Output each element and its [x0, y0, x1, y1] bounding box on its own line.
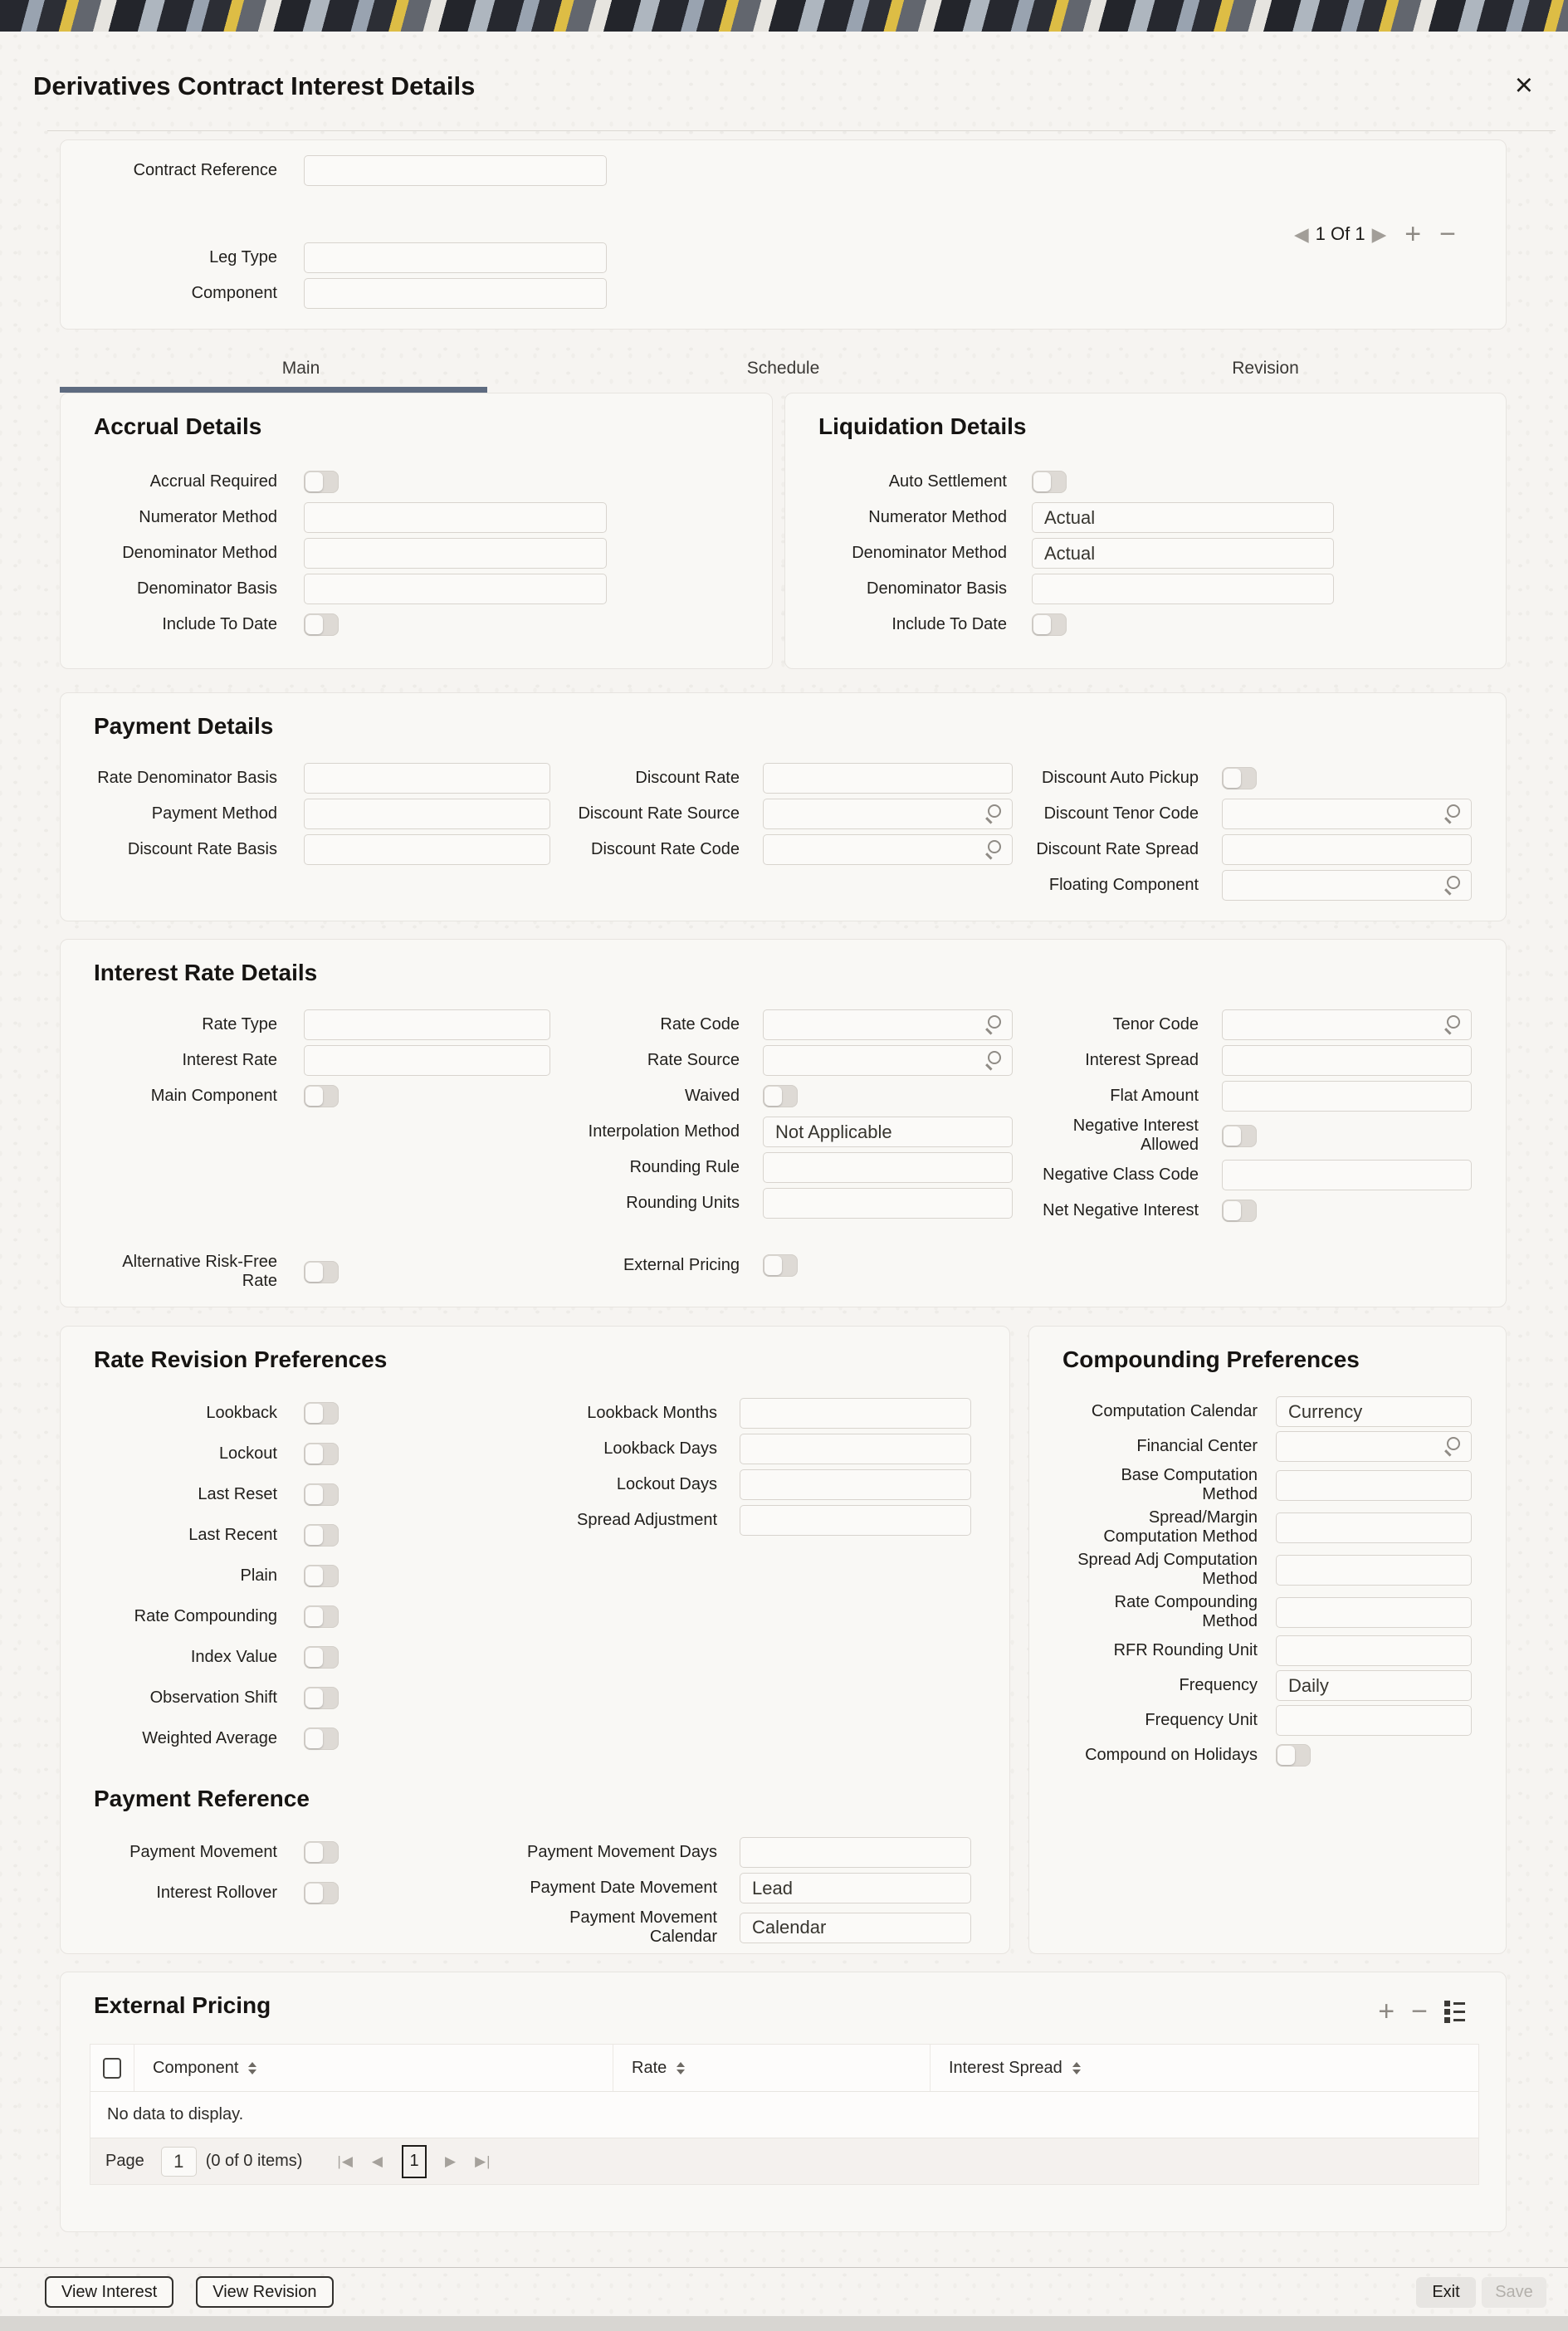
- auto-settlement-toggle[interactable]: [1032, 471, 1067, 493]
- last-reset-field: [94, 1479, 525, 1510]
- rounding-rule-label: Rounding Rule: [629, 1158, 740, 1176]
- tenor-code-input[interactable]: [1222, 1009, 1472, 1040]
- computation-calendar-field: [1062, 1396, 1506, 1427]
- component-label: Component: [191, 284, 277, 302]
- leg-type-label: Leg Type: [209, 248, 277, 266]
- lookback-days-field: [525, 1434, 974, 1464]
- auto-settlement-label: Auto Settlement: [888, 472, 1007, 491]
- numerator-method-field: [94, 502, 772, 533]
- main-component-label: Main Component: [150, 1087, 277, 1105]
- external-pricing-toggle[interactable]: [763, 1254, 798, 1277]
- discount-rate-input[interactable]: [763, 763, 1013, 794]
- table-header-row: [90, 2045, 1478, 2092]
- rate-compounding-method-field: [1062, 1593, 1506, 1631]
- denominator-basis-input[interactable]: [304, 574, 607, 604]
- record-position-text: 1 Of 1: [1315, 223, 1365, 244]
- rate-type-label: Rate Type: [202, 1015, 277, 1034]
- flat-amount-field: [1013, 1081, 1478, 1112]
- last-recent-label: Last Recent: [188, 1526, 277, 1544]
- items-count-text: (0 of 0 items): [205, 2152, 303, 2170]
- external-pricing-section: [60, 1972, 1507, 2232]
- payment-movement-toggle[interactable]: [304, 1841, 339, 1864]
- denominator-basis-field: [94, 574, 772, 604]
- discount-rate-spread-field: [1013, 834, 1478, 865]
- component-column-header: Component: [153, 2058, 239, 2077]
- last-reset-label: Last Reset: [198, 1485, 277, 1503]
- rfr-rounding-unit-label: RFR Rounding Unit: [1113, 1641, 1258, 1659]
- lockout-days-field: [525, 1469, 974, 1500]
- financial-center-input[interactable]: [1276, 1431, 1472, 1462]
- rate-denominator-basis-input[interactable]: [304, 763, 550, 794]
- rounding-rule-input[interactable]: [763, 1152, 1013, 1183]
- payment-date-movement-input[interactable]: [740, 1873, 971, 1903]
- main-component-toggle[interactable]: [304, 1085, 339, 1107]
- lookback-months-field: [525, 1398, 974, 1429]
- discount-rate-field: [550, 763, 1013, 794]
- interest-rollover-field: [94, 1878, 525, 1908]
- contract-header-panel: [60, 139, 1507, 330]
- leg-type-input[interactable]: [304, 242, 607, 273]
- discount-auto-pickup-label: Discount Auto Pickup: [1042, 769, 1199, 787]
- tenor-code-field: [1013, 1009, 1478, 1040]
- select-all-checkbox[interactable]: [103, 2058, 121, 2079]
- interest-rate-input[interactable]: [304, 1045, 550, 1076]
- table-pagination-bar: [90, 2138, 1478, 2184]
- external-pricing-field: [550, 1250, 1013, 1281]
- plain-field: [94, 1561, 525, 1591]
- page-label: Page: [105, 2152, 144, 2170]
- interest-spread-field: [1013, 1045, 1478, 1076]
- sort-icon[interactable]: [677, 2062, 685, 2074]
- component-input[interactable]: [304, 278, 607, 309]
- decorative-banner: [0, 0, 1568, 32]
- payment-movement-days-label: Payment Movement Days: [527, 1843, 717, 1861]
- active-tab-indicator: [60, 387, 487, 393]
- rate-revision-preferences-section: [60, 1326, 1010, 1954]
- denominator-method-input[interactable]: [304, 538, 607, 569]
- interest-spread-label: Interest Spread: [1085, 1051, 1199, 1069]
- flat-amount-label: Flat Amount: [1110, 1087, 1199, 1105]
- rounding-units-input[interactable]: [763, 1188, 1013, 1219]
- sort-icon[interactable]: [1072, 2062, 1081, 2074]
- liq-numerator-method-field: [818, 502, 1506, 533]
- alternative-risk-free-rate-toggle[interactable]: [304, 1261, 339, 1283]
- last-reset-toggle[interactable]: [304, 1483, 339, 1506]
- plain-label: Plain: [240, 1566, 277, 1585]
- rate-compounding-method-label: Rate Compounding Method: [1114, 1593, 1258, 1630]
- liquidation-details-heading: Liquidation Details: [818, 413, 1027, 439]
- frequency-unit-input[interactable]: [1276, 1705, 1472, 1736]
- spread-adjustment-label: Spread Adjustment: [577, 1511, 717, 1529]
- net-negative-interest-toggle[interactable]: [1222, 1200, 1257, 1222]
- spread-adj-computation-method-label: Spread Adj Computation Method: [1077, 1551, 1258, 1588]
- negative-interest-allowed-toggle[interactable]: [1222, 1125, 1257, 1147]
- contract-reference-label: Contract Reference: [133, 161, 277, 179]
- floating-component-label: Floating Component: [1048, 876, 1199, 894]
- title-divider: [47, 130, 1556, 131]
- negative-class-code-label: Negative Class Code: [1043, 1166, 1199, 1184]
- liq-denominator-method-input[interactable]: [1032, 538, 1334, 569]
- close-icon[interactable]: ×: [1514, 68, 1533, 103]
- discount-rate-spread-label: Discount Rate Spread: [1036, 840, 1199, 858]
- tab-bar: [60, 354, 1507, 393]
- weighted-average-field: [94, 1723, 525, 1754]
- payment-movement-calendar-label: Payment Movement Calendar: [569, 1908, 717, 1946]
- liq-denominator-basis-input[interactable]: [1032, 574, 1334, 604]
- save-button[interactable]: Save: [1482, 2277, 1546, 2308]
- payment-method-field: [94, 799, 550, 829]
- rate-compounding-toggle[interactable]: [304, 1605, 339, 1628]
- discount-rate-code-input[interactable]: [763, 834, 1013, 865]
- observation-shift-field: [94, 1683, 525, 1713]
- spread-adj-computation-method-input[interactable]: [1276, 1555, 1472, 1586]
- accrual-required-field: [94, 467, 772, 497]
- discount-tenor-code-label: Discount Tenor Code: [1043, 804, 1199, 823]
- lockout-days-input[interactable]: [740, 1469, 971, 1500]
- compound-on-holidays-field: [1062, 1740, 1506, 1771]
- floating-component-field: [1013, 870, 1478, 901]
- spread-margin-computation-method-field: [1062, 1508, 1506, 1547]
- rate-source-label: Rate Source: [647, 1051, 740, 1069]
- exit-button[interactable]: Exit: [1416, 2277, 1476, 2308]
- alternative-risk-free-rate-label: Alternative Risk-Free Rate: [122, 1253, 277, 1290]
- payment-date-movement-field: [525, 1873, 974, 1903]
- negative-class-code-field: [1013, 1160, 1478, 1190]
- search-icon[interactable]: [984, 1015, 1003, 1034]
- frequency-field: [1062, 1670, 1506, 1701]
- frequency-label: Frequency: [1179, 1676, 1258, 1694]
- rate-code-label: Rate Code: [660, 1015, 740, 1034]
- last-recent-toggle[interactable]: [304, 1524, 339, 1547]
- numerator-method-label: Numerator Method: [139, 508, 277, 526]
- net-negative-interest-label: Net Negative Interest: [1043, 1201, 1199, 1219]
- index-value-field: [94, 1642, 525, 1673]
- grid-options-icon[interactable]: [1444, 2001, 1466, 2023]
- tab-schedule[interactable]: Schedule: [746, 359, 820, 378]
- tab-revision[interactable]: Revision: [1232, 359, 1299, 378]
- payment-movement-calendar-input[interactable]: [740, 1913, 971, 1943]
- index-value-toggle[interactable]: [304, 1646, 339, 1669]
- previous-record-icon[interactable]: ◀: [1293, 222, 1309, 245]
- liq-denominator-method-field: [818, 538, 1506, 569]
- search-icon[interactable]: [1443, 1015, 1462, 1034]
- lookback-months-input[interactable]: [740, 1398, 971, 1429]
- search-icon[interactable]: [984, 804, 1003, 823]
- rounding-rule-field: [550, 1152, 1013, 1183]
- payment-details-heading: Payment Details: [94, 713, 274, 739]
- spread-margin-computation-method-input[interactable]: [1276, 1512, 1472, 1543]
- payment-method-label: Payment Method: [151, 804, 277, 823]
- rounding-units-field: [550, 1188, 1013, 1219]
- discount-auto-pickup-field: [1013, 763, 1478, 794]
- component-field: [94, 278, 1506, 309]
- denominator-method-field: [94, 538, 772, 569]
- compound-on-holidays-label: Compound on Holidays: [1085, 1746, 1258, 1764]
- liq-include-to-date-label: Include To Date: [891, 615, 1007, 633]
- waived-toggle[interactable]: [763, 1085, 798, 1107]
- discount-rate-code-field: [550, 834, 1013, 865]
- rate-compounding-label: Rate Compounding: [134, 1607, 277, 1625]
- frequency-unit-field: [1062, 1705, 1506, 1736]
- rate-source-field: [550, 1045, 1013, 1076]
- tab-main[interactable]: Main: [281, 359, 320, 378]
- spread-adj-computation-method-field: [1062, 1551, 1506, 1589]
- discount-auto-pickup-toggle[interactable]: [1222, 767, 1257, 789]
- negative-class-code-input[interactable]: [1222, 1160, 1472, 1190]
- lockout-field: [94, 1439, 525, 1469]
- financial-center-label: Financial Center: [1136, 1437, 1258, 1455]
- interest-rate-details-heading: Interest Rate Details: [94, 960, 318, 985]
- base-computation-method-field: [1062, 1466, 1506, 1504]
- discount-tenor-code-field: [1013, 799, 1478, 829]
- lookback-months-label: Lookback Months: [587, 1404, 717, 1422]
- contract-reference-field: [94, 155, 1506, 186]
- include-to-date-toggle[interactable]: [304, 613, 339, 636]
- waived-label: Waived: [685, 1087, 740, 1105]
- liq-denominator-basis-field: [818, 574, 1506, 604]
- lockout-days-label: Lockout Days: [616, 1475, 717, 1493]
- liq-denominator-basis-label: Denominator Basis: [867, 579, 1007, 598]
- external-pricing-table: [90, 2044, 1479, 2185]
- negative-interest-allowed-label: Negative Interest Allowed: [1072, 1117, 1199, 1154]
- rate-code-input[interactable]: [763, 1009, 1013, 1040]
- denominator-basis-label: Denominator Basis: [137, 579, 277, 598]
- interest-rollover-label: Interest Rollover: [156, 1884, 277, 1902]
- flat-amount-input[interactable]: [1222, 1081, 1472, 1112]
- include-to-date-label: Include To Date: [162, 615, 277, 633]
- spread-adjustment-input[interactable]: [740, 1505, 971, 1536]
- rounding-units-label: Rounding Units: [626, 1194, 740, 1212]
- payment-movement-label: Payment Movement: [129, 1843, 277, 1861]
- lookback-days-label: Lookback Days: [603, 1439, 717, 1458]
- search-icon[interactable]: [1443, 876, 1462, 894]
- auto-settlement-field: [818, 467, 1506, 497]
- observation-shift-label: Observation Shift: [149, 1688, 277, 1707]
- discount-rate-basis-field: [94, 834, 550, 865]
- computation-calendar-label: Computation Calendar: [1091, 1402, 1258, 1420]
- rate-type-field: [94, 1009, 550, 1040]
- search-icon[interactable]: [1443, 804, 1462, 823]
- external-pricing-heading: External Pricing: [94, 1992, 271, 2018]
- frequency-unit-label: Frequency Unit: [1145, 1711, 1258, 1729]
- rate-code-field: [550, 1009, 1013, 1040]
- payment-reference-heading: Payment Reference: [94, 1786, 310, 1811]
- rate-revision-preferences-heading: Rate Revision Preferences: [94, 1346, 388, 1372]
- rate-column-header: Rate: [632, 2058, 667, 2077]
- numerator-method-input[interactable]: [304, 502, 607, 533]
- remove-record-icon[interactable]: −: [1439, 218, 1456, 250]
- record-navigator: [1294, 220, 1456, 248]
- discount-rate-source-field: [550, 799, 1013, 829]
- last-page-icon[interactable]: ▶|: [475, 2153, 491, 2169]
- liq-numerator-method-label: Numerator Method: [868, 508, 1007, 526]
- plain-toggle[interactable]: [304, 1565, 339, 1587]
- computation-calendar-input[interactable]: [1276, 1396, 1472, 1427]
- floating-component-input[interactable]: [1222, 870, 1472, 901]
- next-page-icon[interactable]: ▶: [445, 2153, 457, 2169]
- last-recent-field: [94, 1520, 525, 1551]
- observation-shift-toggle[interactable]: [304, 1687, 339, 1709]
- base-computation-method-input[interactable]: [1276, 1470, 1472, 1501]
- rate-denominator-basis-field: [94, 763, 550, 794]
- accrual-details-heading: Accrual Details: [94, 413, 262, 439]
- weighted-average-label: Weighted Average: [142, 1729, 277, 1747]
- accrual-required-label: Accrual Required: [149, 472, 277, 491]
- discount-rate-source-input[interactable]: [763, 799, 1013, 829]
- lookback-toggle[interactable]: [304, 1402, 339, 1424]
- lookback-field: [94, 1398, 525, 1429]
- compounding-preferences-heading: Compounding Preferences: [1062, 1346, 1360, 1372]
- include-to-date-field: [94, 609, 772, 640]
- interpolation-method-field: [550, 1117, 1013, 1147]
- payment-movement-days-field: [525, 1837, 974, 1868]
- payment-movement-days-input[interactable]: [740, 1837, 971, 1868]
- negative-interest-allowed-field: [1013, 1117, 1478, 1155]
- discount-rate-source-label: Discount Rate Source: [578, 804, 740, 823]
- accrual-required-toggle[interactable]: [304, 471, 339, 493]
- rate-type-input[interactable]: [304, 1009, 550, 1040]
- denominator-method-label: Denominator Method: [122, 544, 277, 562]
- interest-rate-label: Interest Rate: [182, 1051, 277, 1069]
- discount-rate-code-label: Discount Rate Code: [591, 840, 740, 858]
- interest-spread-column-header: Interest Spread: [949, 2058, 1062, 2077]
- index-value-label: Index Value: [190, 1648, 277, 1666]
- discount-rate-label: Discount Rate: [635, 769, 740, 787]
- compound-on-holidays-toggle[interactable]: [1276, 1744, 1311, 1767]
- add-row-icon[interactable]: +: [1378, 1996, 1395, 2027]
- bottom-strip: [0, 2316, 1568, 2331]
- discount-tenor-code-input[interactable]: [1222, 799, 1472, 829]
- liq-include-to-date-field: [818, 609, 1506, 640]
- alternative-risk-free-rate-field: [94, 1253, 550, 1291]
- lockout-label: Lockout: [218, 1444, 277, 1463]
- search-icon[interactable]: [984, 840, 1003, 858]
- liq-numerator-method-input[interactable]: [1032, 502, 1334, 533]
- spread-margin-computation-method-label: Spread/Margin Computation Method: [1103, 1508, 1258, 1546]
- discount-rate-spread-input[interactable]: [1222, 834, 1472, 865]
- rate-denominator-basis-label: Rate Denominator Basis: [97, 769, 277, 787]
- empty-table-message: No data to display.: [90, 2092, 1478, 2138]
- page-number-input[interactable]: [161, 2147, 197, 2177]
- search-icon[interactable]: [984, 1051, 1003, 1069]
- external-pricing-label: External Pricing: [623, 1256, 740, 1274]
- interest-rollover-toggle[interactable]: [304, 1882, 339, 1904]
- current-page-indicator: 1: [402, 2145, 427, 2178]
- payment-details-section: [60, 692, 1507, 921]
- payment-date-movement-label: Payment Date Movement: [530, 1879, 717, 1897]
- view-revision-button[interactable]: View Revision: [196, 2276, 333, 2308]
- tenor-code-label: Tenor Code: [1112, 1015, 1199, 1034]
- weighted-average-toggle[interactable]: [304, 1727, 339, 1750]
- contract-reference-input[interactable]: [304, 155, 607, 186]
- waived-field: [550, 1081, 1013, 1112]
- liquidation-details-section: [784, 393, 1507, 669]
- payment-movement-calendar-field: [525, 1908, 974, 1947]
- liq-denominator-method-label: Denominator Method: [852, 544, 1007, 562]
- spread-adjustment-field: [525, 1505, 974, 1536]
- rfr-rounding-unit-input[interactable]: [1276, 1635, 1472, 1666]
- rate-compounding-field: [94, 1601, 525, 1632]
- view-interest-button[interactable]: View Interest: [45, 2276, 173, 2308]
- search-icon[interactable]: [1443, 1437, 1462, 1455]
- previous-page-icon[interactable]: ◀: [371, 2153, 383, 2169]
- rfr-rounding-unit-field: [1062, 1635, 1506, 1666]
- interest-rate-details-section: [60, 939, 1507, 1307]
- sort-icon[interactable]: [248, 2062, 256, 2074]
- frequency-input[interactable]: [1276, 1670, 1472, 1701]
- main-component-field: [94, 1081, 550, 1112]
- interest-rate-field: [94, 1045, 550, 1076]
- financial-center-field: [1062, 1431, 1506, 1462]
- liq-include-to-date-toggle[interactable]: [1032, 613, 1067, 636]
- accrual-details-section: [60, 393, 773, 669]
- next-record-icon[interactable]: ▶: [1371, 222, 1387, 245]
- first-page-icon[interactable]: |◀: [337, 2153, 354, 2169]
- add-record-icon[interactable]: +: [1404, 218, 1422, 250]
- discount-rate-basis-label: Discount Rate Basis: [127, 840, 277, 858]
- compounding-preferences-section: [1028, 1326, 1507, 1954]
- interpolation-method-input[interactable]: [763, 1117, 1013, 1147]
- base-computation-method-label: Base Computation Method: [1121, 1466, 1258, 1503]
- lookback-days-input[interactable]: [740, 1434, 971, 1464]
- lockout-toggle[interactable]: [304, 1443, 339, 1465]
- interest-spread-input[interactable]: [1222, 1045, 1472, 1076]
- discount-rate-basis-input[interactable]: [304, 834, 550, 865]
- interpolation-method-label: Interpolation Method: [588, 1122, 740, 1141]
- rate-source-input[interactable]: [763, 1045, 1013, 1076]
- footer-divider: [0, 2267, 1568, 2268]
- page-title: Derivatives Contract Interest Details: [33, 71, 476, 100]
- net-negative-interest-field: [1013, 1195, 1478, 1226]
- rate-compounding-method-input[interactable]: [1276, 1597, 1472, 1628]
- payment-method-input[interactable]: [304, 799, 550, 829]
- payment-movement-field: [94, 1837, 525, 1868]
- lookback-label: Lookback: [206, 1404, 277, 1422]
- remove-row-icon[interactable]: −: [1411, 1996, 1428, 2027]
